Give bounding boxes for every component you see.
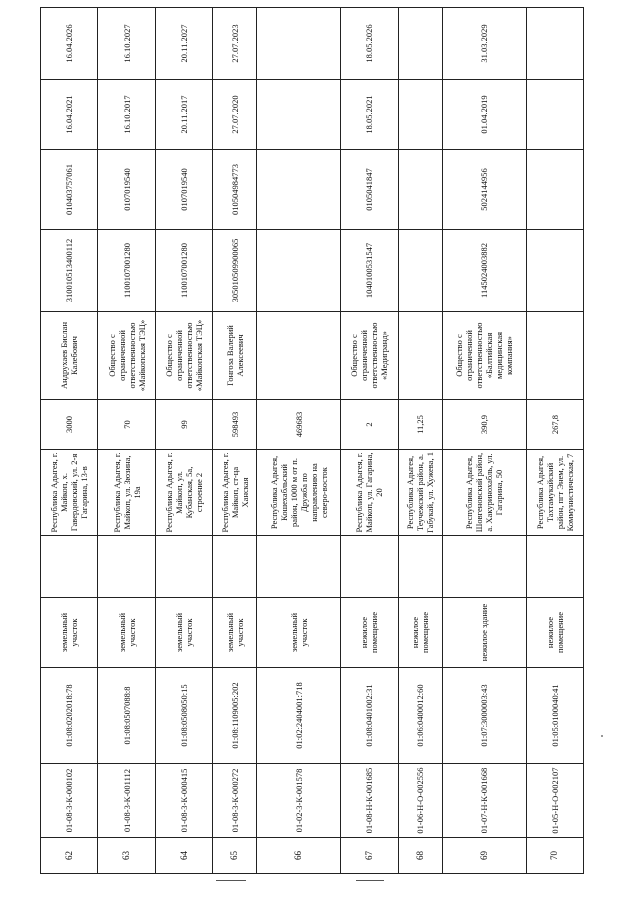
contract-start-date-cell: 20.11.2017 — [155, 80, 212, 150]
blank-cell-cell — [257, 536, 341, 598]
area-cell: 390,9 — [442, 400, 526, 450]
ogrn-cell: 1100107001280 — [98, 230, 155, 312]
blank-cell-cell — [341, 536, 398, 598]
inn-cell — [257, 150, 341, 230]
area-cell: 469683 — [257, 400, 341, 450]
property-register-table — [40, 7, 584, 874]
area-cell: 2 — [341, 400, 398, 450]
object-type-cell: земельный участок — [155, 598, 212, 668]
contract-start-date-cell: 16.10.2017 — [98, 80, 155, 150]
object-type-cell: земельный участок — [98, 598, 155, 668]
inn-cell: 0107019540 — [155, 150, 212, 230]
contract-end-date-cell: 27.07.2023 — [213, 8, 257, 80]
blank-cell-cell — [442, 536, 526, 598]
table-row — [155, 8, 212, 874]
cadastral-number-cell: 01:05:0100040:41 — [526, 668, 583, 764]
registry-number-cell: 01-06-Н-О-002556 — [398, 764, 442, 838]
contract-end-date-cell: 16.04.2026 — [41, 8, 98, 80]
ogrn-cell: 1040100531547 — [341, 230, 398, 312]
area-cell: 70 — [98, 400, 155, 450]
contract-end-date-cell: 18.05.2026 — [341, 8, 398, 80]
cadastral-number-cell: 01:08:0401002:31 — [341, 668, 398, 764]
contract-start-date-cell: 01.04.2019 — [442, 80, 526, 150]
ogrn-cell: 1100107001280 — [155, 230, 212, 312]
bottom-mark — [216, 880, 246, 881]
registry-number-cell: 01-08-3-К-000102 — [41, 764, 98, 838]
blank-cell-cell — [526, 536, 583, 598]
owner-name-cell: Общество с ограниченной ответственностью «Медигранд» — [341, 312, 398, 400]
owner-name-cell: Общество с ограниченной ответственностью «Балтийская медицинская компания» — [442, 312, 526, 400]
ogrn-cell: 305010509900065 — [213, 230, 257, 312]
row-number-cell: 62 — [41, 838, 98, 874]
cadastral-number-cell: 01:08:0507088:8 — [98, 668, 155, 764]
owner-name-cell — [526, 312, 583, 400]
table-row — [41, 8, 98, 874]
owner-name-cell: Общество с ограниченной ответственностью «Майкопская ТЭЦ» — [98, 312, 155, 400]
owner-name-cell: Андрухаев Бислан Калебович — [41, 312, 98, 400]
object-type-cell: земельный участок — [41, 598, 98, 668]
object-type-cell: нежилое здание — [442, 598, 526, 668]
area-cell: 11,25 — [398, 400, 442, 450]
contract-end-date-cell — [526, 8, 583, 80]
registry-number-cell: 01-08-Н-К-001685 — [341, 764, 398, 838]
bottom-mark — [356, 880, 384, 881]
cadastral-number-cell: 01:07:3000003:43 — [442, 668, 526, 764]
contract-start-date-cell — [526, 80, 583, 150]
object-type-cell: нежилое помещение — [341, 598, 398, 668]
contract-end-date-cell: 20.11.2027 — [155, 8, 212, 80]
address-cell: Республика Адыгея, г. Майкоп, х. Гавердовский, ул. 2-я Гагарина, 13-в — [41, 450, 98, 536]
cadastral-number-cell: 01:08:1109005:202 — [213, 668, 257, 764]
ogrn-cell — [526, 230, 583, 312]
row-number-cell: 69 — [442, 838, 526, 874]
owner-name-cell — [257, 312, 341, 400]
owner-name-cell: Гонгоза Валерий Алексеевич — [213, 312, 257, 400]
address-cell: Республика Адыгея, г. Майкоп, ст-ца Ханская — [213, 450, 257, 536]
object-type-cell: нежилое помещение — [398, 598, 442, 668]
contract-end-date-cell — [398, 8, 442, 80]
address-cell: Республика Адыгея, Тахтамукайский район, пгт Энем, ул. Коммунистическая, 7 — [526, 450, 583, 536]
inn-cell: 5024144956 — [442, 150, 526, 230]
address-cell: Республика Адыгея, Теучежский район, а. Габукай, ул. Хужева, 1 — [398, 450, 442, 536]
address-cell: Республика Адыгея, г. Майкоп, ул. Кубанская, 5а, строение 2 — [155, 450, 212, 536]
inn-cell — [398, 150, 442, 230]
contract-start-date-cell: 16.04.2021 — [41, 80, 98, 150]
address-cell: Республика Адыгея, Кошехабльский район, 1000 м от п. Дружба по направлению на северо-восток — [257, 450, 341, 536]
ogrn-cell: 1145024003882 — [442, 230, 526, 312]
row-number-cell: 68 — [398, 838, 442, 874]
registry-number-cell: 01-07-Н-К-001668 — [442, 764, 526, 838]
table-row — [213, 8, 257, 874]
inn-cell: 0105041847 — [341, 150, 398, 230]
registry-number-cell: 01-05-Н-О-002107 — [526, 764, 583, 838]
row-number-cell: 65 — [213, 838, 257, 874]
object-type-cell: земельный участок — [257, 598, 341, 668]
table-row — [98, 8, 155, 874]
inn-cell: 010504984773 — [213, 150, 257, 230]
owner-name-cell: Общество с ограниченной ответственностью «Майкопская ТЭЦ» — [155, 312, 212, 400]
table-row — [341, 8, 398, 874]
owner-name-cell — [398, 312, 442, 400]
blank-cell-cell — [41, 536, 98, 598]
contract-end-date-cell: 31.03.2029 — [442, 8, 526, 80]
contract-start-date-cell: 27.07.2020 — [213, 80, 257, 150]
blank-cell-cell — [155, 536, 212, 598]
contract-end-date-cell: 16.10.2027 — [98, 8, 155, 80]
rotated-register-table — [40, 8, 584, 874]
area-cell: 598493 — [213, 400, 257, 450]
object-type-cell: нежилое помещение — [526, 598, 583, 668]
row-number-cell: 67 — [341, 838, 398, 874]
cadastral-number-cell: 01:06:0400012:60 — [398, 668, 442, 764]
row-number-cell: 66 — [257, 838, 341, 874]
cadastral-number-cell: 01:02:2404001:718 — [257, 668, 341, 764]
registry-number-cell: 01-08-3-К-000272 — [213, 764, 257, 838]
row-number-cell: 70 — [526, 838, 583, 874]
ogrn-cell — [257, 230, 341, 312]
registry-number-cell: 01-08-3-К-001112 — [98, 764, 155, 838]
object-type-cell: земельный участок — [213, 598, 257, 668]
cadastral-number-cell: 01:08:0202018:78 — [41, 668, 98, 764]
area-cell: 99 — [155, 400, 212, 450]
blank-cell-cell — [398, 536, 442, 598]
ogrn-cell — [398, 230, 442, 312]
scan-speck — [601, 735, 603, 737]
contract-start-date-cell — [398, 80, 442, 150]
area-cell: 267,8 — [526, 400, 583, 450]
address-cell: Республика Адыгея, Шовгеновский район, а. Хакуринохабль, ул. Гагарина, 50 — [442, 450, 526, 536]
contract-start-date-cell: 18.05.2021 — [341, 80, 398, 150]
inn-cell: 010403757061 — [41, 150, 98, 230]
address-cell: Республика Адыгея, г. Майкоп, ул. Зюзина, 19а — [98, 450, 155, 536]
row-number-cell: 63 — [98, 838, 155, 874]
address-cell: Республика Адыгея, г. Майкоп, ул. Гагарина, 20 — [341, 450, 398, 536]
blank-cell-cell — [98, 536, 155, 598]
registry-number-cell: 01-02-3-К-001578 — [257, 764, 341, 838]
blank-cell-cell — [213, 536, 257, 598]
table-row — [257, 8, 341, 874]
inn-cell: 0107019540 — [98, 150, 155, 230]
row-number-cell: 64 — [155, 838, 212, 874]
table-row — [526, 8, 583, 874]
contract-start-date-cell — [257, 80, 341, 150]
registry-number-cell: 01-08-3-К-000415 — [155, 764, 212, 838]
ogrn-cell: 310010513400112 — [41, 230, 98, 312]
table-row — [398, 8, 442, 874]
cadastral-number-cell: 01:08:0508050:15 — [155, 668, 212, 764]
table-row — [442, 8, 526, 874]
contract-end-date-cell — [257, 8, 341, 80]
inn-cell — [526, 150, 583, 230]
area-cell: 3000 — [41, 400, 98, 450]
